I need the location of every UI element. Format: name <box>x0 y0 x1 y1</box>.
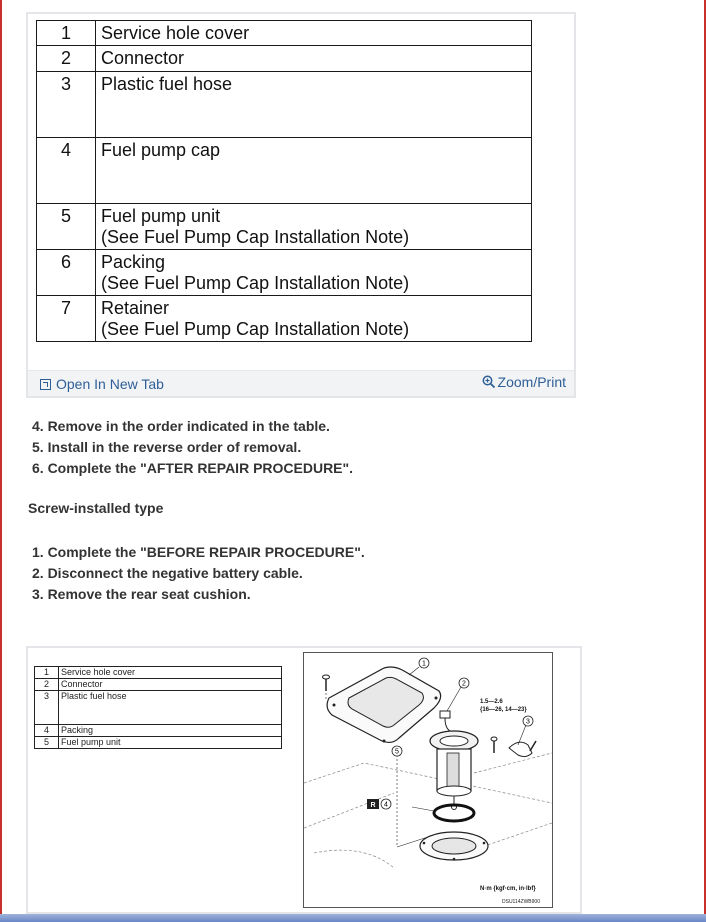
step-item: 2. Disconnect the negative battery cable. <box>32 565 303 581</box>
part-number: 6 <box>37 250 96 296</box>
part-number: 1 <box>37 21 96 46</box>
part-desc: Fuel pump unit <box>59 737 282 749</box>
zoom-print-link[interactable] <box>482 374 566 390</box>
torque-unit-label: N·m {kgf·cm, in·lbf} <box>480 886 536 892</box>
fuel-pump-unit-shape <box>430 731 478 810</box>
torque-range: 1.5—2.6 <box>480 699 503 705</box>
section-subheading: Screw-installed type <box>28 500 164 516</box>
svg-text:5: 5 <box>395 748 399 756</box>
table-row <box>37 250 532 296</box>
part-number: 1 <box>35 667 59 679</box>
part-desc: Connector <box>96 46 532 72</box>
part-desc: Packing <box>59 725 282 737</box>
table-row <box>35 725 282 737</box>
open-new-tab-icon <box>40 379 51 390</box>
screw-shape <box>323 675 330 701</box>
figure-toolbar <box>28 370 574 396</box>
part-desc: Packing (See Fuel Pump Cap Installation Note) <box>96 250 532 296</box>
step-item: 5. Install in the reverse order of removal. <box>32 439 302 455</box>
svg-text:2: 2 <box>462 680 466 688</box>
parts-table-1 <box>36 20 532 342</box>
part-desc: Plastic fuel hose <box>96 72 532 138</box>
procedure-steps-b <box>32 542 365 605</box>
part-desc: Retainer (See Fuel Pump Cap Installation Note) <box>96 296 532 342</box>
callout-5 <box>392 746 402 756</box>
part-number: 2 <box>35 679 59 691</box>
table-row <box>35 679 282 691</box>
zoom-print-label: Zoom/Print <box>497 374 566 390</box>
fuel-pump-diagram <box>303 652 553 908</box>
part-number: 7 <box>37 296 96 342</box>
svg-text:4: 4 <box>384 801 388 809</box>
part-number: 4 <box>35 725 59 737</box>
connector-shape <box>440 711 450 731</box>
step-item: 4. Remove in the order indicated in the table. <box>32 418 330 434</box>
figure-2 <box>26 646 582 914</box>
figure-code: DSU114ZWB900 <box>502 899 540 905</box>
frame-bottom-bar <box>0 914 706 922</box>
frame-left-border <box>0 0 2 922</box>
parts-table-2 <box>34 666 282 749</box>
procedure-steps-a <box>32 416 353 479</box>
open-in-new-tab-label: Open In New Tab <box>56 376 164 392</box>
zoom-icon <box>482 375 496 389</box>
part-desc: Connector <box>59 679 282 691</box>
figure-1 <box>26 12 576 398</box>
table-row <box>35 667 282 679</box>
table-row <box>37 204 532 250</box>
step-item: 3. Remove the rear seat cushion. <box>32 586 251 602</box>
part-number: 2 <box>37 46 96 72</box>
part-number: 3 <box>35 691 59 725</box>
service-hole-cover-shape <box>327 667 441 743</box>
step-item: 1. Complete the "BEFORE REPAIR PROCEDURE". <box>32 544 365 560</box>
exploded-view-drawing <box>304 653 552 907</box>
table-row <box>37 72 532 138</box>
part-desc: Plastic fuel hose <box>59 691 282 725</box>
torque-alt: {16—26, 14—23} <box>480 707 527 713</box>
part-number: 5 <box>35 737 59 749</box>
callout-1 <box>419 658 429 668</box>
part-desc: Service hole cover <box>59 667 282 679</box>
open-in-new-tab-link[interactable] <box>40 376 164 392</box>
part-number: 3 <box>37 72 96 138</box>
table-row <box>35 691 282 725</box>
fuel-hose-shape <box>491 737 536 757</box>
step-item: 6. Complete the "AFTER REPAIR PROCEDURE". <box>32 460 354 476</box>
part-desc: Fuel pump cap <box>96 138 532 204</box>
table-row <box>35 737 282 749</box>
table-row <box>37 46 532 72</box>
callout-3 <box>523 716 533 726</box>
svg-text:1: 1 <box>422 660 426 668</box>
part-number: 4 <box>37 138 96 204</box>
svg-text:3: 3 <box>526 718 530 726</box>
part-desc: Service hole cover <box>96 21 532 46</box>
callout-4 <box>367 799 391 809</box>
table-row <box>37 21 532 46</box>
part-desc: Fuel pump unit (See Fuel Pump Cap Installation Note) <box>96 204 532 250</box>
svg-text:R: R <box>370 802 376 809</box>
callout-2 <box>459 678 469 688</box>
table-row <box>37 296 532 342</box>
table-row <box>37 138 532 204</box>
part-number: 5 <box>37 204 96 250</box>
